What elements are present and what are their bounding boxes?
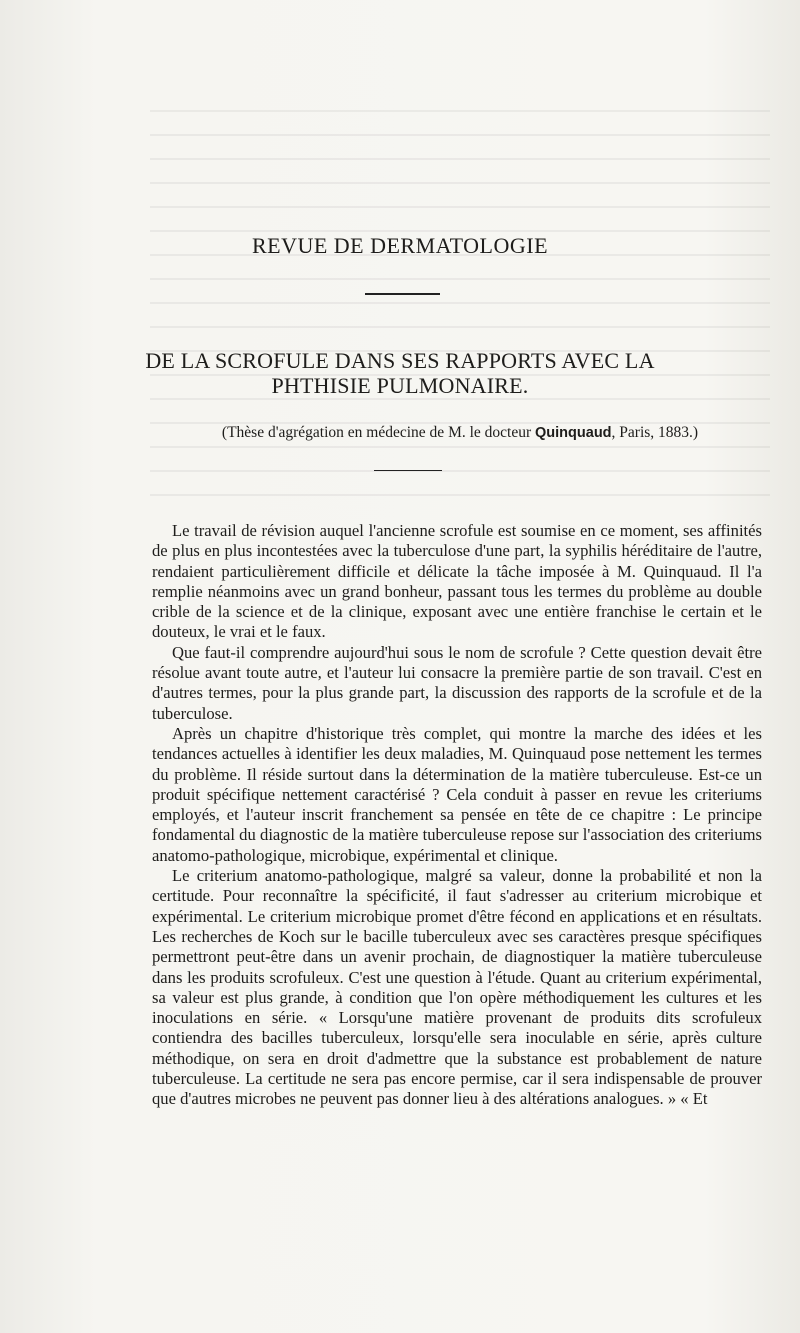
author-name: Quinquaud [535,425,612,441]
article-body [152,521,762,1110]
subtitle-divider [374,470,442,471]
paragraph: Que faut-il comprendre aujourd'hui sous le nom de scrofule ? Cette question devait être résolue avant toute autre, et l'auteur lui consacre la première partie de son travail. C'est en d'autres termes, pour la plus grande part, la discussion des rapports de la scrofule et de la tuberculose. [152,642,762,723]
paragraph: Le travail de révision auquel l'ancienne scrofule est soumise en ce moment, ses affinités de plus en plus incontestées avec la tuberculose d'une part, la syphilis héréditaire de l'autre, rendaient particulièrement difficile et délicate la tâche imposée à M. Quinquaud. Il l'a remplie néanmoins avec un grand bonheur, passant tous les termes du problème au double crible de la science et de la clinique, exposant avec une entière franchise le certain et le douteux, le vrai et le faux. [152,521,762,642]
subtitle-prefix: (Thèse d'agrégation en médecine de M. le docteur [221,424,536,441]
title-divider [365,293,440,295]
journal-title: REVUE DE DERMATOLOGIE [251,233,549,258]
show-through-texture [150,110,770,530]
article-subtitle [150,424,770,442]
paragraph: Après un chapitre d'historique très complet, qui montre la marche des idées et les tendances actuelles à identifier les deux maladies, M. Quinquaud pose nettement les termes du problème. Il réside surtout dans la détermination de la matière tuberculeuse. Est-ce un produit spécifique nettement caractérisé ? Cela conduit à passer en revue les criteriums employés, et l'auteur inscrit franchement sa pensée en tête de ce chapitre : Le principe fondamental du diagnostic de la matière tuberculeuse repose sur l'association des criteriums anatomo-pathologique, microbique, expérimental et clinique. [152,723,762,865]
article-title: DE LA SCROFULE DANS SES RAPPORTS AVEC LA PHTHISIE PULMONAIRE. [145,348,655,398]
subtitle-suffix: , Paris, 1883.) [611,424,699,441]
paragraph: Le criterium anatomo-pathologique, malgré sa valeur, donne la probabilité et non la certitude. Pour reconnaître la spécificité, il faut s'adresser au criterium microbique et expérimental. Le criterium microbique promet d'être fécond en applications et en résultats. Les recherches de Koch sur le bacille tuberculeux avec ses caractères presque spécifiques permettront peut-être dans un avenir prochain, de diagnostiquer la matière tuberculeuse dans les produits scrofuleux. C'est une question à l'étude. Quant au criterium expérimental, sa valeur est plus grande, à condition que l'on opère méthodiquement les cultures et les inoculations en série. « Lorsqu'une matière provenant de produits dits scrofuleux contiendra des bacilles tuberculeux, lorsqu'elle sera inoculable en série, après culture méthodique, on sera en droit d'admettre que la substance est probablement de nature tuberculeuse. La certitude ne sera pas encore permise, car il sera indispensable de prouver que d'autres microbes ne peuvent pas donner lieu à des altérations analogues. » « Et [152,866,762,1109]
